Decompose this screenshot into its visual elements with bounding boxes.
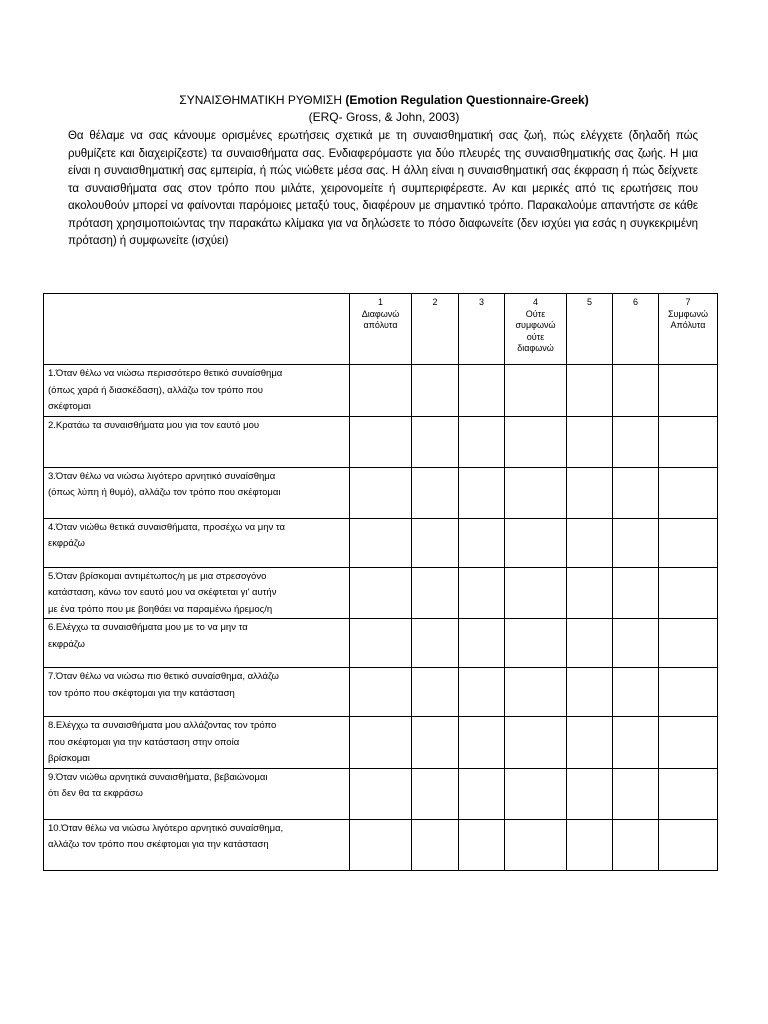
response-cell-2[interactable] — [412, 619, 459, 668]
item-text-line: 3.Όταν θέλω να νιώσω λιγότερο αρνητικό συναίσθημα — [48, 470, 276, 482]
response-cell-2[interactable] — [412, 467, 459, 518]
response-cell-1[interactable] — [350, 467, 412, 518]
response-cell-2[interactable] — [412, 416, 459, 467]
item-text-line: τον τρόπο που σκέφτομαι για την κατάσταση — [48, 687, 235, 699]
item-text-line: 8.Ελέγχω τα συναισθήματα μου αλλάζοντας τον τρόπο — [48, 720, 277, 731]
scale-header-7 — [659, 294, 718, 365]
response-cell-4[interactable] — [505, 567, 567, 619]
header-blank-cell — [44, 294, 350, 365]
response-cell-4[interactable] — [505, 518, 567, 567]
response-cell-1[interactable] — [350, 518, 412, 567]
response-cell-6[interactable] — [613, 768, 659, 819]
response-cell-4[interactable] — [505, 717, 567, 769]
item-text-cell — [44, 467, 350, 518]
table-row — [44, 668, 718, 717]
response-cell-5[interactable] — [567, 567, 613, 619]
response-cell-6[interactable] — [613, 668, 659, 717]
scale-number: 7 — [685, 297, 691, 307]
response-cell-3[interactable] — [459, 567, 505, 619]
response-cell-7[interactable] — [659, 619, 718, 668]
response-cell-5[interactable] — [567, 518, 613, 567]
questionnaire-table — [43, 293, 718, 871]
item-text-cell — [44, 768, 350, 819]
item-text-line: αλλάζω τον τρόπο που σκέφτομαι για την κατάσταση — [48, 839, 269, 850]
response-cell-7[interactable] — [659, 567, 718, 619]
response-cell-7[interactable] — [659, 416, 718, 467]
response-cell-7[interactable] — [659, 768, 718, 819]
scale-label: Απόλυτα — [670, 320, 706, 330]
response-cell-6[interactable] — [613, 717, 659, 769]
response-cell-4[interactable] — [505, 668, 567, 717]
response-cell-1[interactable] — [350, 768, 412, 819]
response-cell-2[interactable] — [412, 567, 459, 619]
response-cell-7[interactable] — [659, 717, 718, 769]
response-cell-2[interactable] — [412, 518, 459, 567]
scale-number: 3 — [478, 297, 484, 307]
scale-header-5 — [567, 294, 613, 365]
response-cell-5[interactable] — [567, 668, 613, 717]
title-english: (Emotion Regulation Questionnaire-Greek) — [345, 93, 589, 107]
response-cell-6[interactable] — [613, 365, 659, 417]
item-text-line: 1.Όταν θέλω να νιώσω περισσότερο θετικό συναίσθημα — [48, 368, 283, 379]
item-text-line: κατάσταση, κάνω τον εαυτό μου να σκέφτεται γι' αυτήν — [48, 587, 277, 598]
scale-label: συμφωνώ — [515, 320, 556, 330]
response-cell-7[interactable] — [659, 365, 718, 417]
response-cell-5[interactable] — [567, 819, 613, 870]
table-row — [44, 567, 718, 619]
response-cell-6[interactable] — [613, 819, 659, 870]
response-cell-1[interactable] — [350, 668, 412, 717]
response-cell-5[interactable] — [567, 416, 613, 467]
item-text-line: εκφράζω — [48, 538, 85, 549]
item-text-line: με ένα τρόπο που με βοηθάει να παραμένω ήρεμος/η — [48, 603, 273, 615]
response-cell-4[interactable] — [505, 768, 567, 819]
item-text-cell — [44, 819, 350, 870]
table-row — [44, 619, 718, 668]
scale-number: 2 — [432, 297, 438, 307]
response-cell-4[interactable] — [505, 365, 567, 417]
item-text-line: (όπως λύπη ή θυμό), αλλάζω τον τρόπο που σκέφτομαι — [48, 487, 281, 498]
item-text-cell — [44, 416, 350, 467]
title-greek: ΣΥΝΑΙΣΘΗΜΑΤΙΚΗ ΡΥΘΜΙΣΗ — [179, 93, 342, 107]
response-cell-3[interactable] — [459, 768, 505, 819]
table-row — [44, 819, 718, 870]
instructions-paragraph: Θα θέλαμε να σας κάνουμε ορισμένες ερωτήσεις σχετικά με τη συναισθηματική σας ζωή, πώς ελέγχετε (δηλαδή πώς ρυθμίζετε και διαχειρίζεστε) τα συναισθήματα σας. Ενδιαφερόμαστε για δύο πλευρές της συναισθηματικής σας ζωής. Η μια είναι η συναισθηματική σας εμπειρία, ή πώς νιώθετε μέσα σας. Η άλλη είναι η συναισθηματική σας έκφραση ή πώς δείχνετε τα συναισθήματα σας στον τρόπο που μιλάτε, χειρονομείτε ή συμπεριφέρεστε. Αν και μερικές από τις ερωτήσεις που ακολουθούν μπορεί να φαίνονται παρόμοιες μεταξύ τους, διαφέρουν με σημαντικό τρόπο. Παρακαλούμε απαντήστε σε κάθε πρόταση χρησιμοποιώντας την παρακάτω κλίμακα για να δηλώσετε το πόσο διαφωνείτε (δεν ισχύει για εσάς η συγκεκριμένη πρόταση) ή συμφωνείτε (ισχύει) — [68, 130, 698, 247]
response-cell-3[interactable] — [459, 668, 505, 717]
scale-label: ούτε — [526, 331, 545, 342]
response-cell-1[interactable] — [350, 717, 412, 769]
response-cell-4[interactable] — [505, 416, 567, 467]
response-cell-4[interactable] — [505, 619, 567, 668]
item-text-line: 2.Κρατάω τα συναισθήματα μου για τον εαυτό μου — [48, 419, 260, 431]
table-row — [44, 518, 718, 567]
scale-number: 5 — [586, 297, 592, 307]
table-row — [44, 717, 718, 769]
table-row — [44, 416, 718, 467]
response-cell-1[interactable] — [350, 365, 412, 417]
scale-label: Διαφωνώ — [361, 308, 400, 319]
response-cell-2[interactable] — [412, 668, 459, 717]
response-cell-3[interactable] — [459, 416, 505, 467]
scale-number: 1 — [377, 297, 383, 307]
response-cell-6[interactable] — [613, 619, 659, 668]
response-cell-2[interactable] — [412, 819, 459, 870]
response-cell-6[interactable] — [613, 518, 659, 567]
response-cell-5[interactable] — [567, 619, 613, 668]
item-text-line: που σκέφτομαι για την κατάσταση στην οποία — [48, 736, 240, 748]
scale-header-3 — [459, 294, 505, 365]
response-cell-2[interactable] — [412, 365, 459, 417]
scale-header-2 — [412, 294, 459, 365]
scale-label: απόλυτα — [363, 320, 398, 330]
response-cell-5[interactable] — [567, 365, 613, 417]
item-text-line: εκφράζω — [48, 638, 85, 650]
item-text-line: (όπως χαρά ή διασκέδαση), αλλάζω τον τρόπο που — [48, 384, 263, 396]
response-cell-3[interactable] — [459, 518, 505, 567]
scale-number: 6 — [632, 297, 638, 307]
response-cell-6[interactable] — [613, 567, 659, 619]
response-cell-1[interactable] — [350, 567, 412, 619]
response-cell-7[interactable] — [659, 467, 718, 518]
response-cell-7[interactable] — [659, 668, 718, 717]
scale-label: Ούτε — [525, 308, 546, 319]
response-cell-7[interactable] — [659, 518, 718, 567]
table-row — [44, 365, 718, 417]
item-text-line: βρίσκομαι — [48, 753, 90, 764]
table-row — [44, 768, 718, 819]
item-text-cell — [44, 365, 350, 417]
item-text-cell — [44, 717, 350, 769]
scale-header-6 — [613, 294, 659, 365]
item-text-line: 4.Όταν νιώθω θετικά συναισθήματα, προσέχω να μην τα — [48, 521, 286, 533]
response-cell-1[interactable] — [350, 416, 412, 467]
response-cell-2[interactable] — [412, 717, 459, 769]
scale-header-1 — [350, 294, 412, 365]
item-text-line: 7.Όταν θέλω να νιώσω πιο θετικό συναίσθημα, αλλάζω — [48, 671, 279, 682]
response-cell-6[interactable] — [613, 416, 659, 467]
response-cell-5[interactable] — [567, 467, 613, 518]
response-cell-3[interactable] — [459, 819, 505, 870]
response-cell-2[interactable] — [412, 768, 459, 819]
response-cell-4[interactable] — [505, 819, 567, 870]
response-cell-4[interactable] — [505, 467, 567, 518]
item-text-line: ότι δεν θα τα εκφράσω — [48, 788, 143, 799]
item-text-cell — [44, 619, 350, 668]
response-cell-1[interactable] — [350, 819, 412, 870]
scale-header-row — [44, 294, 718, 365]
response-cell-3[interactable] — [459, 717, 505, 769]
response-cell-3[interactable] — [459, 619, 505, 668]
item-text-cell — [44, 567, 350, 619]
response-cell-3[interactable] — [459, 365, 505, 417]
scale-label: Συμφωνώ — [667, 308, 709, 319]
scale-header-4 — [505, 294, 567, 365]
scale-label: διαφωνώ — [517, 343, 554, 353]
response-cell-5[interactable] — [567, 717, 613, 769]
response-cell-5[interactable] — [567, 768, 613, 819]
document-title — [0, 92, 768, 108]
response-cell-7[interactable] — [659, 819, 718, 870]
table-row — [44, 467, 718, 518]
item-text-cell — [44, 668, 350, 717]
item-text-line: 6.Ελέγχω τα συναισθήματα μου με το να μην τα — [48, 622, 248, 633]
item-text-line: 5.Όταν βρίσκομαι αντιμέτωπος/η με μια στρεσογόνο — [48, 570, 267, 582]
item-text-cell — [44, 518, 350, 567]
response-cell-6[interactable] — [613, 467, 659, 518]
item-text-line: σκέφτομαι — [48, 401, 91, 412]
citation: (ERQ- Gross, & John, 2003) — [308, 110, 460, 124]
item-text-line: 10.Όταν θέλω να νιώσω λιγότερο αρνητικό συναίσθημα, — [48, 822, 284, 834]
item-text-line: 9.Όταν νιώθω αρνητικά συναισθήματα, βεβαιώνομαι — [48, 771, 268, 783]
response-cell-1[interactable] — [350, 619, 412, 668]
scale-number: 4 — [532, 297, 538, 307]
response-cell-3[interactable] — [459, 467, 505, 518]
